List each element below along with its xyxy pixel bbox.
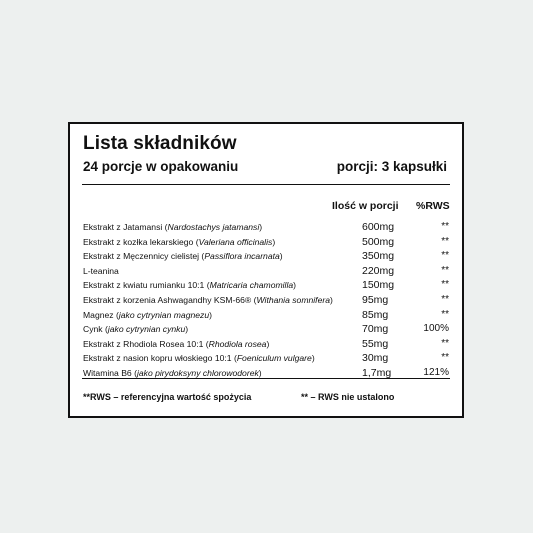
footnote-rws-definition: **RWS – referencyjna wartość spożycia [83, 392, 252, 402]
table-row [83, 308, 455, 323]
table-row [83, 337, 455, 352]
ingredient-name: Cynk (jako cytrynian cynku) [83, 324, 189, 335]
table-row [83, 235, 455, 250]
ingredient-name: Ekstrakt z korzenia Ashwagandhy KSM-66® (Withania somnifera) [83, 294, 333, 305]
table-row [83, 351, 455, 366]
ingredient-name: Ekstrakt z kozłka lekarskiego (Valeriana officinalis) [83, 236, 276, 247]
ingredient-amount: 350mg [362, 250, 395, 263]
ingredient-name: L-teanina [83, 265, 119, 276]
footer-divider [82, 378, 450, 379]
ingredient-name: Ekstrakt z nasion kopru włoskiego 10:1 (Foeniculum vulgare) [83, 353, 315, 364]
ingredient-amount: 150mg [362, 279, 395, 292]
ingredient-amount: 500mg [362, 235, 395, 248]
table-row [83, 249, 455, 264]
ingredient-amount: 70mg [362, 323, 389, 336]
table-row [83, 322, 455, 337]
table-row [83, 220, 455, 235]
ingredient-rws: ** [441, 235, 449, 247]
ingredient-rws: 100% [423, 323, 449, 335]
ingredient-amount: 220mg [362, 264, 395, 277]
ingredient-rws: 121% [423, 366, 449, 378]
table-row [83, 264, 455, 279]
ingredient-rws: ** [441, 264, 449, 276]
table-row [83, 293, 455, 308]
ingredient-rws: ** [441, 293, 449, 305]
ingredient-name: Ekstrakt z Rhodiola Rosea 10:1 (Rhodiola rosea) [83, 338, 270, 349]
footnote-rws-not-established: ** – RWS nie ustalono [301, 392, 395, 402]
ingredient-rws: ** [441, 308, 449, 320]
ingredient-rws: ** [441, 221, 449, 232]
column-header-rws: %RWS [416, 200, 450, 212]
ingredient-rws: ** [441, 279, 449, 291]
ingredient-amount: 1,7mg [362, 366, 392, 379]
ingredient-name: Witamina B6 (jako pirydoksyny chlorowodorek) [83, 367, 262, 378]
ingredient-amount: 55mg [362, 337, 389, 350]
ingredient-rws: ** [441, 352, 449, 364]
label-title: Lista składników [83, 133, 237, 154]
ingredients-table [83, 220, 455, 381]
ingredient-rws: ** [441, 250, 449, 262]
ingredient-name: Ekstrakt z kwiatu rumianku 10:1 (Matricaria chamomilla) [83, 280, 297, 291]
ingredient-amount: 30mg [362, 352, 389, 365]
ingredient-name: Ekstrakt z Męczennicy cielistej (Passiflora incarnata) [83, 251, 283, 262]
ingredients-label-panel [68, 122, 464, 418]
serving-size: porcji: 3 kapsułki [336, 159, 447, 174]
ingredient-amount: 95mg [362, 293, 389, 306]
column-header-amount: Ilość w porcji [332, 200, 399, 212]
ingredient-amount: 85mg [362, 308, 389, 321]
header-divider [82, 184, 450, 185]
table-row [83, 278, 455, 293]
servings-per-package: 24 porcje w opakowaniu [83, 159, 239, 174]
ingredient-name: Magnez (jako cytrynian magnezu) [83, 309, 212, 320]
ingredient-rws: ** [441, 337, 449, 349]
ingredient-amount: 600mg [362, 221, 395, 233]
ingredient-name: Ekstrakt z Jatamansi (Nardostachys jatamansi) [83, 222, 263, 232]
